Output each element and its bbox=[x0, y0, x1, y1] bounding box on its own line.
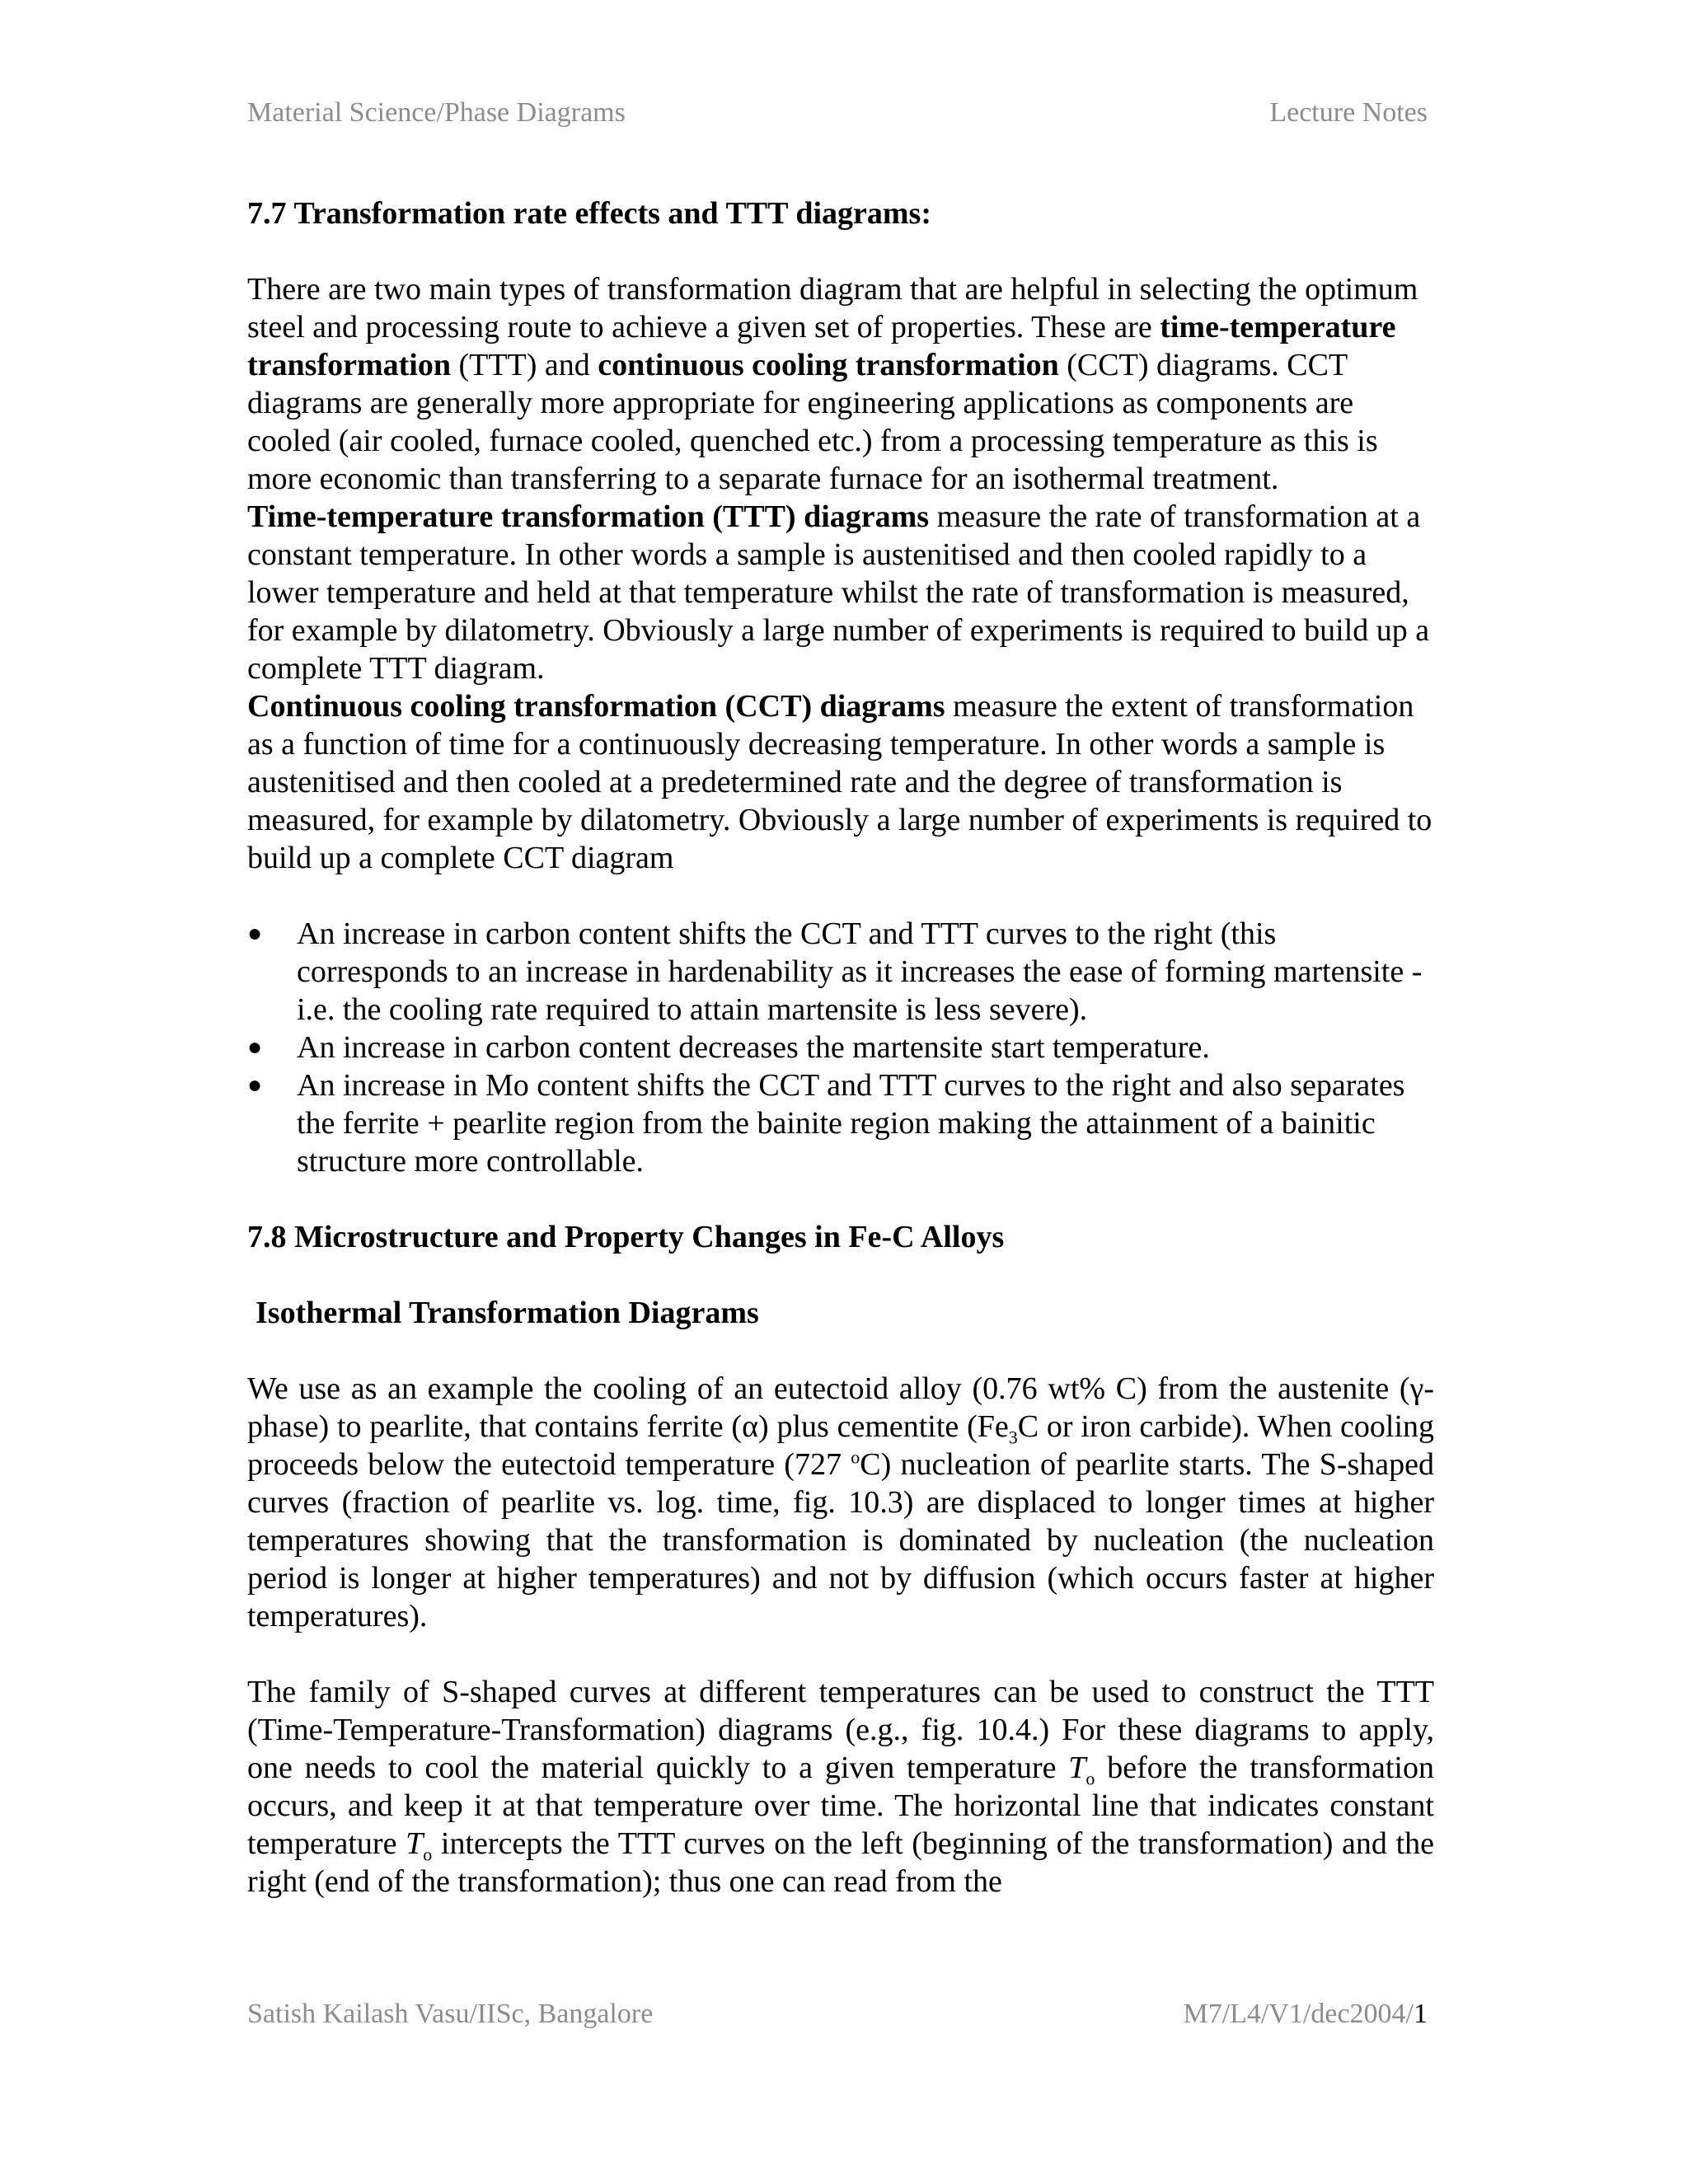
effects-bullet-list bbox=[247, 915, 1434, 1180]
ttt-paragraph: Time-temperature transformation (TTT) diagrams measure the rate of transformation at a constant temperature. In other words a sample is austenitised and then cooled rapidly to a lower temperature and held at that temperature whilst the rate of transformation is measured, for example by dilatometry. Obviously a large number of experiments is required to build up a complete TTT diagram. bbox=[247, 499, 1430, 686]
ttt-term: Time-temperature transformation (TTT) diagrams bbox=[247, 499, 930, 534]
bullet-item: ● An increase in Mo content shifts the CCT and TTT curves to the right and also separates the ferrite + pearlite region from the bainite region making the attainment of a bainitic structure more controllable. bbox=[247, 1068, 1405, 1179]
header-course-title: Material Science/Phase Diagrams bbox=[247, 97, 626, 128]
cct-term: Continuous cooling transformation (CCT) diagrams bbox=[247, 689, 945, 724]
footer-doc-id: M7/L4/V1/dec2004/1 bbox=[1183, 1999, 1428, 2029]
bullet-icon: ● bbox=[247, 1033, 263, 1061]
section-7-8-title: 7.8 Microstructure and Property Changes in Fe-C Alloys bbox=[247, 1220, 1005, 1254]
isothermal-subtitle: Isothermal Transformation Diagrams bbox=[256, 1296, 759, 1330]
bullet-item: ● An increase in carbon content shifts the CCT and TTT curves to the right (this corresponds to an increase in hardenability as it increases the ease of forming martensite - i.e. the cooling rate required to attain martensite is less severe). bbox=[247, 916, 1423, 1027]
term-ttt: time-temperature transformation bbox=[247, 310, 1396, 382]
eutectoid-paragraph: We use as an example the cooling of an eutectoid alloy (0.76 wt% C) from the austenite (γ- phase) to pearlite, that contains ferrite (α) plus cementite ($Fe_3C$ or iron carbide). When cooling proceeds below the eutectoid temperature (727 $^o$C) nucleation of pearlite starts. The S-shaped curves (fraction of pearlite vs. log. time, fig. 10.3) are displaced to longer times at higher temperatures showing that the transformation is dominated by nucleation (the nucleation period is longer at higher temperatures) and not by diffusion (which occurs faster at higher temperatures). bbox=[247, 1371, 1434, 1633]
page-header bbox=[247, 97, 1428, 129]
intro-paragraph: There are two main types of transformation diagram that are helpful in selecting the optimum steel and processing route to achieve a given set of properties. These are time-temperature transformation (TTT) and continuous cooling transformation (CCT) diagrams. CCT diagrams are generally more appropriate for engineering applications as components are cooled (air cooled, furnace cooled, quenched etc.) from a processing temperature as this is more economic than transferring to a separate furnace for an isothermal treatment. bbox=[247, 272, 1418, 496]
section-7-7-title: 7.7 Transformation rate effects and TTT diagrams: bbox=[247, 196, 931, 231]
header-doc-type: Lecture Notes bbox=[1269, 97, 1428, 128]
page-number: 1 bbox=[1414, 1999, 1428, 2029]
bullet-item: ● An increase in carbon content decreases the martensite start temperature. bbox=[247, 1030, 1210, 1065]
footer-author: Satish Kailash Vasu/IISc, Bangalore bbox=[247, 1999, 654, 2029]
bullet-icon: ● bbox=[247, 1071, 263, 1099]
bullet-icon: ● bbox=[247, 920, 263, 947]
ttt-construction-paragraph: The family of S-shaped curves at different temperatures can be used to construct the TTT (Time-Temperature-Transformation) diagrams (e.g., fig. 10.4.) For these diagrams to apply, one needs to cool the material quickly to a given temperature $T_o$ before the transformation occurs, and keep it at that temperature over time. The horizontal line that indicates constant temperature $T_o$ intercepts the TTT curves on the left (beginning of the transformation) and the right (end of the transformation); thus one can read from the bbox=[247, 1675, 1434, 1899]
page-footer bbox=[247, 1999, 1428, 2030]
cct-paragraph: Continuous cooling transformation (CCT) diagrams measure the extent of transformation as a function of time for a continuously decreasing temperature. In other words a sample is austenitised and then cooled at a predetermined rate and the degree of transformation is measured, for example by dilatometry. Obviously a large number of experiments is required to build up a complete CCT diagram bbox=[247, 689, 1432, 875]
page-content bbox=[247, 194, 1434, 1900]
term-cct: continuous cooling transformation bbox=[598, 348, 1059, 382]
